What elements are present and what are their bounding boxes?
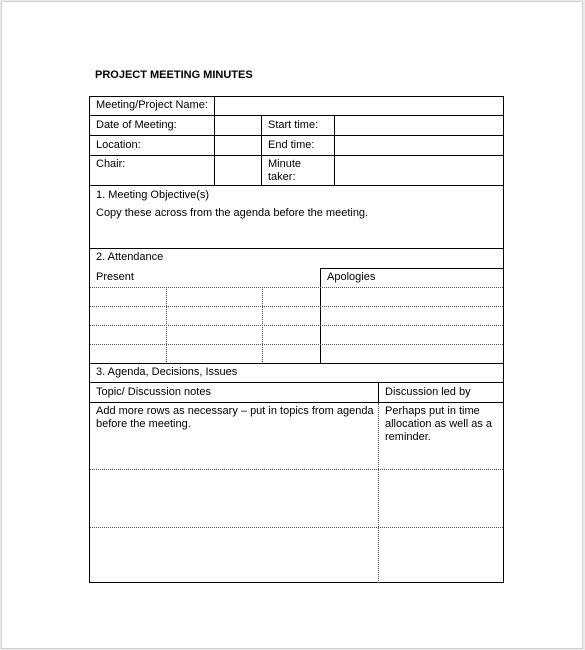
led-by-row-2[interactable] [379,470,503,527]
minute-taker-label: Minute taker: [268,158,302,183]
column-divider [261,115,262,186]
start-time-label: Start time: [268,119,319,131]
led-by-header: Discussion led by [385,386,471,398]
led-by-note[interactable]: Perhaps put in time allocation as well as a reminder. [385,405,493,443]
column-divider [378,382,379,402]
agenda-heading: 3. Agenda, Decisions, Issues [96,366,238,378]
row-divider [89,185,504,186]
objectives-note[interactable]: Copy these across from the agenda before the meeting. [96,207,369,219]
document-page [1,1,583,649]
chair-label: Chair: [96,158,126,170]
row-divider [320,268,504,269]
document-title: PROJECT MEETING MINUTES [95,69,253,81]
attendance-grid[interactable] [90,288,503,363]
objectives-heading: 1. Meeting Objective(s) [96,189,210,201]
present-label: Present [96,271,134,283]
minute-taker-field[interactable] [335,156,503,185]
table-bottom-border [89,582,504,583]
row-divider [89,402,504,403]
project-name-label: Meeting/Project Name: [96,99,208,111]
led-by-row-3[interactable] [379,528,503,582]
topic-row-3[interactable] [90,528,378,582]
date-label: Date of Meeting: [96,119,177,131]
start-time-field[interactable] [335,116,503,135]
chair-field[interactable] [215,156,261,185]
section-divider [89,248,504,249]
apologies-label: Apologies [327,271,376,283]
topic-row-2[interactable] [90,470,378,527]
date-field[interactable] [215,116,261,135]
topic-note[interactable]: Add more rows as necessary – put in topics from agenda before the meeting. [96,405,374,430]
topic-header: Topic/ Discussion notes [96,386,211,398]
location-field[interactable] [215,136,261,155]
table-right-border [503,96,504,583]
section-divider [89,363,504,364]
attendance-heading: 2. Attendance [96,251,164,263]
row-divider [89,382,504,383]
location-label: Location: [96,139,141,151]
end-time-label: End time: [268,139,315,151]
project-name-field[interactable] [215,97,503,115]
end-time-field[interactable] [335,136,503,155]
